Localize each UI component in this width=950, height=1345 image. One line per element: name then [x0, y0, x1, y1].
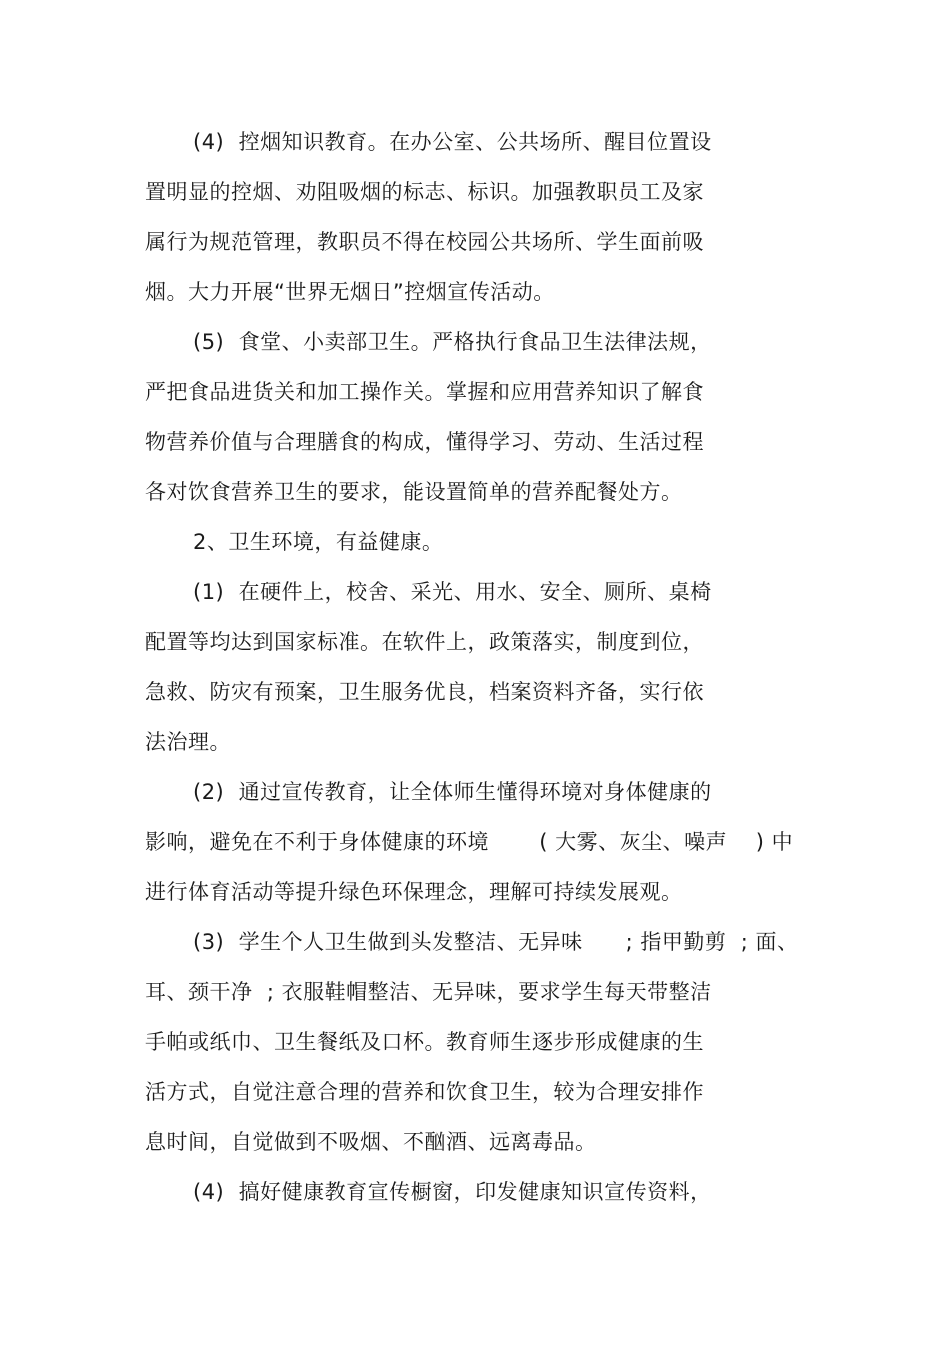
para-1-hardware-line-3: 急救、防灾有预案，卫生服务优良，档案资料齐备，实行依 — [145, 680, 704, 704]
para-3-hygiene-line-1: (3) 学生个人卫生做到头发整洁、无异味 ; 指甲勤剪 ; 面、 — [193, 930, 799, 954]
para-1-hardware-line-2: 配置等均达到国家标准。在软件上，政策落实，制度到位， — [145, 630, 704, 654]
para-5-canteen-line-1: (5) 食堂、小卖部卫生。严格执行食品卫生法律法规， — [193, 330, 712, 354]
para-4-smoking-line-3: 属行为规范管理，教职员不得在校园公共场所、学生面前吸 — [145, 230, 704, 254]
para-3-hygiene-line-3: 手帕或纸巾、卫生餐纸及口杯。教育师生逐步形成健康的生 — [145, 1030, 704, 1054]
para-1-hardware-line-1: (1) 在硬件上，校舍、采光、用水、安全、厕所、桌椅 — [193, 580, 712, 604]
para-1-hardware-line-4: 法治理。 — [145, 730, 231, 754]
para-4-smoking-line-4: 烟。大力开展“世界无烟日”控烟宣传活动。 — [145, 280, 555, 304]
para-4-smoking-line-1: (4) 控烟知识教育。在办公室、公共场所、醒目位置设 — [193, 130, 712, 154]
para-5-canteen-line-4: 各对饮食营养卫生的要求，能设置简单的营养配餐处方。 — [145, 480, 683, 504]
para-2-environment-line-2: 影响，避免在不利于身体健康的环境 ( 大雾、灰尘、噪声 ) 中 — [145, 830, 794, 854]
section-2-heading: 2、卫生环境，有益健康。 — [193, 530, 444, 554]
para-3-hygiene-line-2: 耳、颈干净 ; 衣服鞋帽整洁、无异味，要求学生每天带整洁 — [145, 980, 712, 1004]
para-5-canteen-line-3: 物营养价值与合理膳食的构成，懂得学习、劳动、生活过程 — [145, 430, 704, 454]
para-4-smoking-line-2: 置明显的控烟、劝阻吸烟的标志、标识。加强教职员工及家 — [145, 180, 704, 204]
para-2-environment-line-1: (2) 通过宣传教育，让全体师生懂得环境对身体健康的 — [193, 780, 712, 804]
para-3-hygiene-line-4: 活方式，自觉注意合理的营养和饮食卫生，较为合理安排作 — [145, 1080, 704, 1104]
para-2-environment-line-3: 进行体育活动等提升绿色环保理念，理解可持续发展观。 — [145, 880, 683, 904]
para-4-window-line-1: (4) 搞好健康教育宣传橱窗，印发健康知识宣传资料， — [193, 1180, 712, 1204]
para-3-hygiene-line-5: 息时间，自觉做到不吸烟、不酗酒、远离毒品。 — [145, 1130, 597, 1154]
para-5-canteen-line-2: 严把食品进货关和加工操作关。掌握和应用营养知识了解食 — [145, 380, 704, 404]
